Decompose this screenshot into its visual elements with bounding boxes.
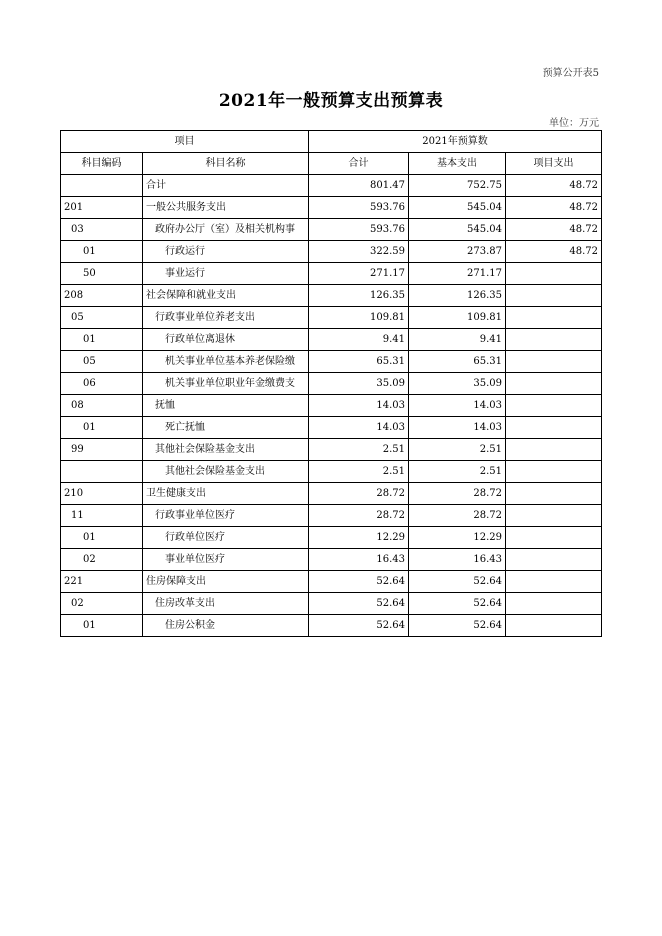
table-row (61, 439, 602, 461)
cell-code: 05 (61, 351, 143, 373)
cell-project (506, 461, 602, 483)
cell-project (506, 395, 602, 417)
budget-table (60, 130, 602, 637)
table-row (61, 241, 602, 263)
cell-total: 52.64 (309, 615, 409, 637)
cell-basic: 126.35 (409, 285, 506, 307)
cell-name: 行政事业单位养老支出 (143, 307, 309, 329)
cell-name: 住房改革支出 (143, 593, 309, 615)
cell-basic: 12.29 (409, 527, 506, 549)
cell-code (61, 175, 143, 197)
cell-basic: 52.64 (409, 615, 506, 637)
cell-total: 28.72 (309, 483, 409, 505)
cell-basic: 14.03 (409, 395, 506, 417)
cell-total: 9.41 (309, 329, 409, 351)
table-row (61, 329, 602, 351)
form-number: 预算公开表5 (542, 68, 599, 79)
cell-total: 593.76 (309, 219, 409, 241)
table-row (61, 263, 602, 285)
page-title: 2021年一般预算支出预算表 (218, 91, 444, 111)
cell-name: 死亡抚恤 (143, 417, 309, 439)
cell-basic: 109.81 (409, 307, 506, 329)
cell-basic: 271.17 (409, 263, 506, 285)
cell-project (506, 417, 602, 439)
cell-name: 住房保障支出 (143, 571, 309, 593)
cell-basic: 16.43 (409, 549, 506, 571)
cell-total: 2.51 (309, 461, 409, 483)
table-row (61, 219, 602, 241)
cell-basic: 2.51 (409, 439, 506, 461)
cell-total: 65.31 (309, 351, 409, 373)
header-row-group (61, 131, 602, 153)
cell-code: 03 (61, 219, 143, 241)
cell-basic: 545.04 (409, 219, 506, 241)
cell-name: 合计 (143, 175, 309, 197)
header-total: 合计 (309, 153, 409, 175)
table-row (61, 197, 602, 219)
table-row-total (61, 175, 602, 197)
table-row (61, 395, 602, 417)
cell-code: 221 (61, 571, 143, 593)
cell-total: 593.76 (309, 197, 409, 219)
table-row (61, 351, 602, 373)
cell-code: 01 (61, 329, 143, 351)
cell-project (506, 527, 602, 549)
cell-project (506, 549, 602, 571)
cell-basic: 52.64 (409, 593, 506, 615)
cell-basic: 28.72 (409, 505, 506, 527)
cell-basic: 9.41 (409, 329, 506, 351)
cell-project: 48.72 (506, 175, 602, 197)
cell-basic: 14.03 (409, 417, 506, 439)
table-row (61, 549, 602, 571)
cell-code: 208 (61, 285, 143, 307)
cell-basic: 2.51 (409, 461, 506, 483)
cell-name: 行政事业单位医疗 (143, 505, 309, 527)
cell-code: 05 (61, 307, 143, 329)
cell-name: 政府办公厅（室）及相关机构事 (143, 219, 309, 241)
cell-basic: 65.31 (409, 351, 506, 373)
cell-name: 其他社会保险基金支出 (143, 439, 309, 461)
cell-project (506, 483, 602, 505)
cell-total: 14.03 (309, 395, 409, 417)
cell-project (506, 593, 602, 615)
cell-basic: 35.09 (409, 373, 506, 395)
cell-project (506, 351, 602, 373)
cell-name: 事业单位医疗 (143, 549, 309, 571)
cell-name: 一般公共服务支出 (143, 197, 309, 219)
unit-label: 单位：万元 (549, 118, 599, 129)
cell-code: 11 (61, 505, 143, 527)
cell-name: 机关事业单位职业年金缴费支 (143, 373, 309, 395)
cell-code (61, 461, 143, 483)
table-row (61, 285, 602, 307)
cell-total: 35.09 (309, 373, 409, 395)
header-budget-group: 2021年预算数 (309, 131, 602, 153)
cell-project: 48.72 (506, 219, 602, 241)
cell-code: 01 (61, 527, 143, 549)
cell-project (506, 571, 602, 593)
cell-name: 事业运行 (143, 263, 309, 285)
table-row (61, 615, 602, 637)
cell-project: 48.72 (506, 197, 602, 219)
cell-basic: 752.75 (409, 175, 506, 197)
cell-project (506, 329, 602, 351)
cell-code: 01 (61, 417, 143, 439)
cell-project: 48.72 (506, 241, 602, 263)
cell-code: 50 (61, 263, 143, 285)
cell-project (506, 439, 602, 461)
cell-total: 14.03 (309, 417, 409, 439)
cell-code: 210 (61, 483, 143, 505)
cell-basic: 273.87 (409, 241, 506, 263)
cell-total: 801.47 (309, 175, 409, 197)
header-basic: 基本支出 (409, 153, 506, 175)
cell-code: 02 (61, 549, 143, 571)
table-row (61, 483, 602, 505)
cell-name: 社会保障和就业支出 (143, 285, 309, 307)
cell-code: 201 (61, 197, 143, 219)
cell-code: 01 (61, 615, 143, 637)
cell-name: 行政单位离退休 (143, 329, 309, 351)
header-item-group: 项目 (61, 131, 309, 153)
table-row (61, 593, 602, 615)
cell-name: 其他社会保险基金支出 (143, 461, 309, 483)
cell-basic: 28.72 (409, 483, 506, 505)
cell-project (506, 307, 602, 329)
cell-project (506, 373, 602, 395)
cell-name: 行政运行 (143, 241, 309, 263)
cell-basic: 52.64 (409, 571, 506, 593)
cell-project (506, 615, 602, 637)
cell-total: 126.35 (309, 285, 409, 307)
cell-name: 机关事业单位基本养老保险缴 (143, 351, 309, 373)
cell-code: 99 (61, 439, 143, 461)
table-row (61, 417, 602, 439)
cell-name: 行政单位医疗 (143, 527, 309, 549)
cell-code: 01 (61, 241, 143, 263)
cell-total: 322.59 (309, 241, 409, 263)
header-project: 项目支出 (506, 153, 602, 175)
cell-name: 住房公积金 (143, 615, 309, 637)
table-row (61, 307, 602, 329)
cell-total: 271.17 (309, 263, 409, 285)
cell-total: 2.51 (309, 439, 409, 461)
cell-project (506, 285, 602, 307)
cell-total: 109.81 (309, 307, 409, 329)
cell-total: 12.29 (309, 527, 409, 549)
cell-total: 16.43 (309, 549, 409, 571)
cell-total: 28.72 (309, 505, 409, 527)
cell-code: 06 (61, 373, 143, 395)
cell-project (506, 263, 602, 285)
cell-total: 52.64 (309, 571, 409, 593)
table-row (61, 461, 602, 483)
header-code: 科目编码 (61, 153, 143, 175)
table-row (61, 571, 602, 593)
cell-code: 08 (61, 395, 143, 417)
header-row-columns (61, 153, 602, 175)
table-row (61, 527, 602, 549)
header-name: 科目名称 (143, 153, 309, 175)
table-row (61, 373, 602, 395)
cell-name: 卫生健康支出 (143, 483, 309, 505)
cell-total: 52.64 (309, 593, 409, 615)
table-row (61, 505, 602, 527)
cell-name: 抚恤 (143, 395, 309, 417)
cell-basic: 545.04 (409, 197, 506, 219)
cell-project (506, 505, 602, 527)
cell-code: 02 (61, 593, 143, 615)
